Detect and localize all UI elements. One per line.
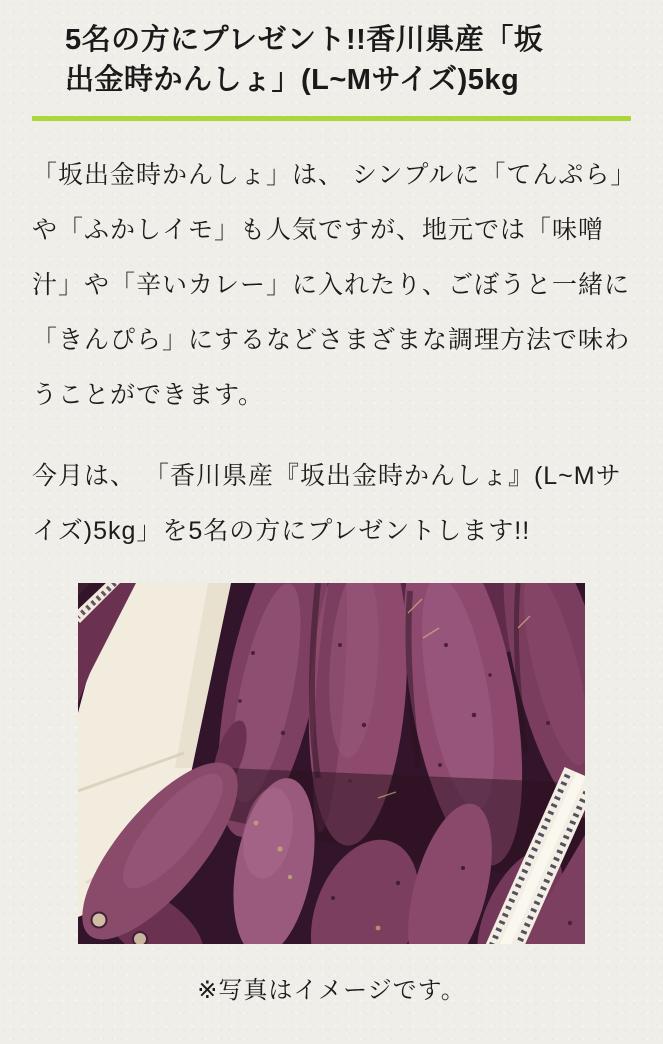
paragraph-1: 「坂出金時かんしょ」は、 シンプルに「てんぷら」や「ふかしイモ」も人気ですが、地元では「味噌汁」や「辛いカレー」に入れたり、ごぼうと一緒に「きんぴら」にするなどさまざまな調理方法で味わうことができます。 — [32, 161, 631, 410]
sweet-potatoes-image — [78, 583, 585, 944]
paragraph-2: 今月は、 「香川県産『坂出金時かんしょ』(L~Mサイズ)5kg」を5名の方にプレゼントします!! — [32, 462, 622, 546]
article — [0, 20, 663, 1008]
photo-caption: ※写真はイメージです。 — [197, 977, 466, 1005]
product-photo-figure — [78, 583, 585, 944]
title-underline — [32, 116, 631, 121]
page-title: 5名の方にプレゼント!!香川県産「坂出金時かんしょ」(L~Mサイズ)5kg — [65, 24, 544, 97]
